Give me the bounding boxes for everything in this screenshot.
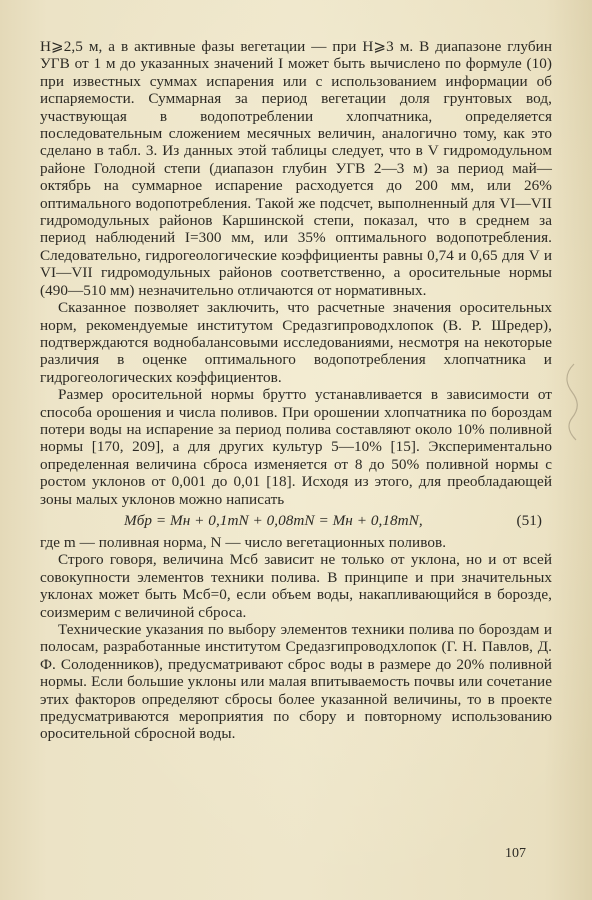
- paragraph-1: H⩾2,5 м, а в активные фазы вегетации — при H⩾3 м. В диапазоне глубин УГВ от 1 м до указанных значений I может быть вычислено по формуле (10) при известных суммах испарения или с использованием информации об испаряемости. Суммарная за период вегетации доля грунтовых вод, участвующая в водопотреблении хлопчатника, определяется последовательным сложением месячных величин, аналогично тому, как это сделано в табл. 3. Из данных этой таблицы следует, что в V гидромодульном районе Голодной степи (диапазон глубин УГВ 2—3 м) за период май—октябрь на суммарное испарение расходуется до 200 мм, или 26% оптимального водопотребления. Такой же подсчет, выполненный для VI—VII гидромодульных районов Каршинской степи, показал, что в среднем за период наблюдений I=300 мм, или 35% оптимального водопотребления. Следовательно, гидрогеологические коэффициенты равны 0,74 и 0,65 для V и VI—VII гидромодульных районов соответственно, а оросительные нормы (490—510 мм) незначительно отличаются от нормативных.: [40, 38, 552, 299]
- paragraph-5: Строго говоря, величина Mсб зависит не только от уклона, но и от всей совокупности элементов техники полива. В принципе и при значительных уклонах может быть Mсб=0, если объем воды, накапливающийся в борозде, соизмерим с величиной сброса.: [40, 551, 552, 621]
- paragraph-4: где m — поливная норма, N — число вегетационных поливов.: [40, 533, 447, 551]
- formula-expression: Mбр = Mн + 0,1mN + 0,08mN = Mн + 0,18mN,: [124, 511, 423, 529]
- page-number: 107: [505, 846, 526, 861]
- formula-51: [40, 510, 552, 532]
- paragraph-6: Технические указания по выбору элементов техники полива по бороздам и полосам, разработанные институтом Средазгипроводхлопок (Г. Н. Павлов, Д. Ф. Солоденников), предусматривают сброс воды в размере до 20% поливной нормы. Если большие уклоны или малая впитываемость почвы или сочетание этих факторов определяют сбросы более указанной величины, то в проекте предусматриваются мероприятия по сбору и повторному использованию оросительной сбросной воды.: [40, 621, 552, 743]
- paragraph-3: Размер оросительной нормы брутто устанавливается в зависимости от способа орошения и числа поливов. При орошении хлопчатника по бороздам потери воды на испарение за период полива составляют около 10% поливной нормы [170, 209], а для других культур 5—10% [15]. Экспериментально определенная величина сброса изменяется от 8 до 50% поливной нормы с ростом уклонов от 0,001 до 0,01 [18]. Исходя из этого, для преобладающей зоны малых уклонов можно написать: [40, 386, 552, 508]
- paragraph-2: Сказанное позволяет заключить, что расчетные значения оросительных норм, рекомендуемые институтом Средазгипроводхлопок (В. Р. Шредер), подтверждаются воднобалансовыми исследованиями, несмотря на некоторые различия в оценке оптимального водопотребления хлопчатника и гидрогеологических коэффициентов.: [40, 299, 552, 386]
- formula-number: (51): [516, 511, 542, 529]
- body-text: [40, 38, 552, 743]
- pencil-margin-mark: [560, 362, 586, 442]
